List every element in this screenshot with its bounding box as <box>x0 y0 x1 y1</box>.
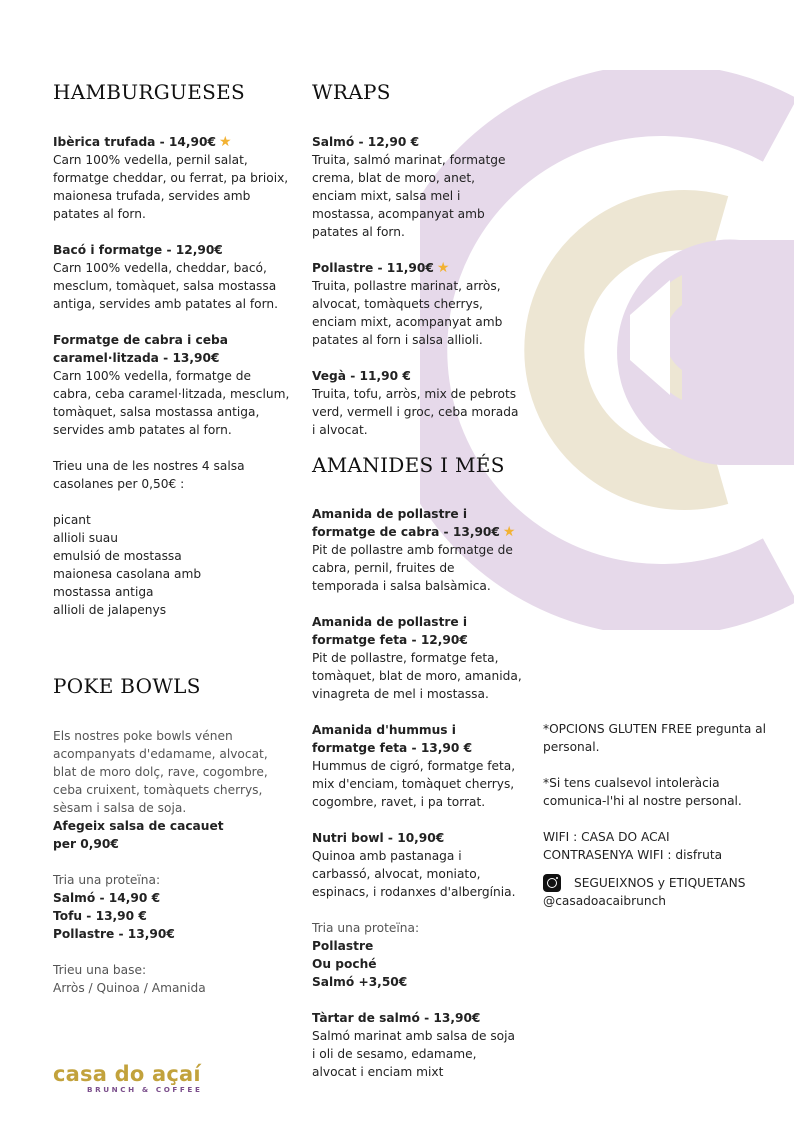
base-options: Arròs / Quinoa / Amanida <box>53 981 206 995</box>
poke-bowls-section <box>53 672 283 997</box>
item-name: Amanida d'hummus i formatge feta - 13,90 € <box>312 723 473 755</box>
section-title-amanides: AMANIDES I MÉS <box>312 453 505 477</box>
menu-item <box>312 829 522 901</box>
protein-option: Salmó - 14,90 € <box>53 891 161 905</box>
section-title: WRAPS <box>312 80 391 104</box>
poke-intro: Els nostres poke bowls vénen acompanyats d'edamame, alvocat, blat de moro dolç, rave, cogombre, ceba cruixent, tomàquets cherrys, sèsam i salsa de soja. <box>53 729 268 815</box>
wifi-password: CONTRASENYA WIFI : disfruta <box>543 848 723 862</box>
menu-item <box>53 241 293 313</box>
base-label: Trieu una base: <box>53 963 147 977</box>
item-name: Formatge de cabra i ceba caramel·litzada - 13,90€ <box>53 333 228 365</box>
menu-item <box>312 1009 522 1081</box>
item-description: Salmó marinat amb salsa de soja i oli de sesamo, edamame, alvocat i enciam mixt <box>312 1029 515 1079</box>
item-name: Bacó i formatge - 12,90€ <box>53 243 223 257</box>
item-name: Amanida de pollastre i formatge de cabra - 13,90€ <box>312 507 500 539</box>
item-description: Pit de pollastre, formatge feta, tomàquet, blat de moro, amanida, vinagreta de mel i mostassa. <box>312 651 522 701</box>
menu-item <box>312 721 522 811</box>
item-description: Truita, tofu, arròs, mix de pebrots verd, vermell i groc, ceba morada i alvocat. <box>312 387 519 437</box>
item-name: Amanida de pollastre i formatge feta - 12,90€ <box>312 615 468 647</box>
star-icon: ★ <box>218 134 232 150</box>
info-section <box>543 720 783 910</box>
sauce-option: maionesa casolana amb mostassa antiga <box>53 567 202 599</box>
item-description: Carn 100% vedella, cheddar, bacó, mesclum, tomàquet, salsa mostassa antiga, servides amb patates al forn. <box>53 261 278 311</box>
item-name: Ibèrica trufada - 14,90€ <box>53 135 216 149</box>
item-name: Salmó - 12,90 € <box>312 135 420 149</box>
brand-name: casa do açaí <box>53 1062 201 1086</box>
wifi-name: WIFI : CASA DO ACAI <box>543 830 670 844</box>
section-title: POKE BOWLS <box>53 674 201 698</box>
sauce-option: picant <box>53 513 91 527</box>
instagram-handle: @casadoacaibrunch <box>543 894 667 908</box>
menu-item <box>53 331 293 439</box>
item-description: Quinoa amb pastanaga i carbassó, alvocat, moniato, espinacs, i rodanxes d'albergínia. <box>312 849 516 899</box>
wraps-section <box>312 78 522 1099</box>
sauce-option: emulsió de mostassa <box>53 549 182 563</box>
item-description: Truita, pollastre marinat, arròs, alvocat, tomàquets cherrys, enciam mixt, acompanyat amb patates al forn i salsa allioli. <box>312 279 503 347</box>
social-row <box>543 874 783 892</box>
section-title: HAMBURGUESES <box>53 80 246 104</box>
protein-option: Salmó +3,50€ <box>312 975 408 989</box>
menu-item <box>312 505 522 595</box>
protein-label: Tria una proteïna: <box>312 921 420 935</box>
brand-tagline: BRUNCH & COFFEE <box>87 1085 203 1094</box>
protein-option: Pollastre - 13,90€ <box>53 927 175 941</box>
star-icon: ★ <box>436 260 450 276</box>
hamburgueses-section <box>53 78 293 619</box>
item-name: Tàrtar de salmó - 13,90€ <box>312 1011 481 1025</box>
menu-item <box>53 133 293 223</box>
item-description: Carn 100% vedella, formatge de cabra, ceba caramel·litzada, mesclum, tomàquet, salsa mostassa antiga, servides amb patates al forn. <box>53 369 290 437</box>
gluten-note: *OPCIONS GLUTEN FREE pregunta al personal. <box>543 722 767 754</box>
sauce-intro: Trieu una de les nostres 4 salsa casolanes per 0,50€ : <box>53 459 245 491</box>
follow-text: SEGUEIXNOS y ETIQUETANS <box>574 876 746 890</box>
item-name: Vegà - 11,90 € <box>312 369 411 383</box>
star-icon: ★ <box>502 524 516 540</box>
protein-option: Pollastre <box>312 939 374 953</box>
poke-extra: Afegeix salsa de cacauet per 0,90€ <box>53 819 224 851</box>
protein-option: Tofu - 13,90 € <box>53 909 147 923</box>
protein-label: Tria una proteïna: <box>53 873 161 887</box>
item-description: Carn 100% vedella, pernil salat, formatge cheddar, ou ferrat, pa brioix, maionesa trufada, servides amb patates al forn. <box>53 153 289 221</box>
instagram-icon <box>543 874 561 892</box>
menu-item <box>312 133 522 241</box>
sauce-option: allioli de jalapenys <box>53 603 167 617</box>
item-description: Truita, salmó marinat, formatge crema, blat de moro, anet, enciam mixt, salsa mel i mostassa, acompanyat amb patates al forn. <box>312 153 506 239</box>
item-name: Nutri bowl - 10,90€ <box>312 831 445 845</box>
item-description: Pit de pollastre amb formatge de cabra, pernil, fruites de temporada i salsa balsàmica. <box>312 543 513 593</box>
allergy-note: *Si tens cualsevol intoleràcia comunica-l'hi al nostre personal. <box>543 776 742 808</box>
menu-item <box>312 367 522 439</box>
menu-item <box>312 259 522 349</box>
sauce-option: allioli suau <box>53 531 118 545</box>
item-name: Pollastre - 11,90€ <box>312 261 434 275</box>
item-description: Hummus de cigró, formatge feta, mix d'enciam, tomàquet cherrys, cogombre, ravet, i pa torrat. <box>312 759 516 809</box>
protein-option: Ou poché <box>312 957 377 971</box>
brand-logo <box>53 1063 202 1094</box>
menu-item <box>312 613 522 703</box>
